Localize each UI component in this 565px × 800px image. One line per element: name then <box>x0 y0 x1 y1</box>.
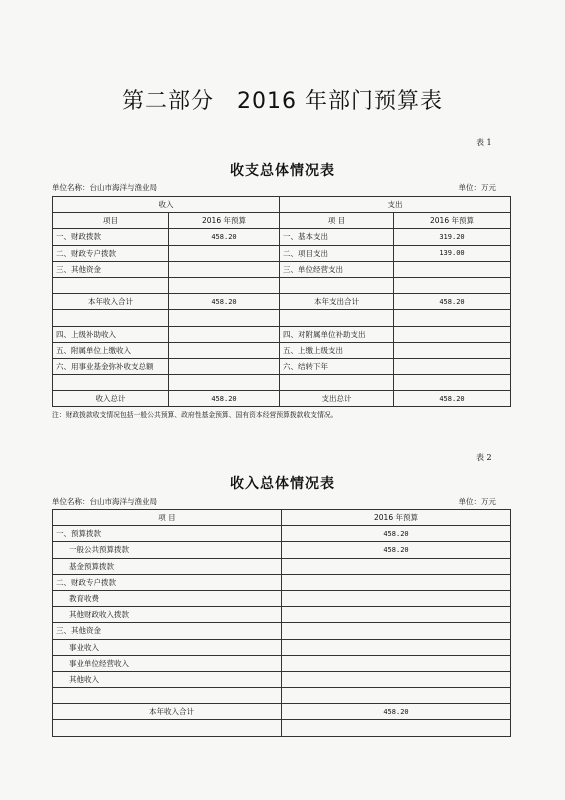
cell: 二、财政专户拨款 <box>53 574 282 590</box>
cell: 319.20 <box>394 229 511 245</box>
cell: 二、财政专户拨款 <box>53 245 169 261</box>
table1-unit: 单位：万元 <box>458 183 496 192</box>
cell: 一、预算拨款 <box>53 526 282 542</box>
cell <box>282 671 511 687</box>
cell: 458.20 <box>282 704 511 720</box>
cell: 458.20 <box>282 542 511 558</box>
page-title: 第二部分 2016 年部门预算表 <box>122 89 443 114</box>
table-row <box>53 623 511 639</box>
cell <box>394 375 511 391</box>
table-row <box>53 342 511 358</box>
cell: 三、单位经营支出 <box>280 261 394 277</box>
cell <box>169 358 280 374</box>
cell <box>169 277 280 293</box>
table-row <box>53 358 511 374</box>
cell <box>394 326 511 342</box>
table-row <box>53 671 511 687</box>
cell: 事业单位经营收入 <box>53 655 282 671</box>
table-row <box>53 542 511 558</box>
table1-header-row <box>53 213 511 229</box>
cell <box>282 590 511 606</box>
cell <box>280 277 394 293</box>
table2-meta <box>52 496 510 507</box>
table-row <box>53 261 511 277</box>
table2-unit: 单位：万元 <box>458 497 496 506</box>
cell: 458.20 <box>282 526 511 542</box>
cell: 六、结转下年 <box>280 358 394 374</box>
cell: 基金预算拨款 <box>53 558 282 574</box>
table-row <box>53 277 511 293</box>
cell <box>282 607 511 623</box>
cell <box>394 310 511 326</box>
cell: 本年支出合计 <box>280 294 394 310</box>
cell <box>53 375 169 391</box>
cell: 三、其他资金 <box>53 623 282 639</box>
col-header: 项目 <box>53 213 169 229</box>
cell <box>53 688 282 704</box>
cell <box>53 277 169 293</box>
cell: 四、对附属单位补助支出 <box>280 326 394 342</box>
cell: 事业收入 <box>53 639 282 655</box>
table-row <box>53 310 511 326</box>
table2-header-row <box>53 510 511 526</box>
table-row <box>53 574 511 590</box>
cell: 458.20 <box>169 391 280 407</box>
cell <box>394 358 511 374</box>
cell: 139.00 <box>394 245 511 261</box>
cell <box>282 688 511 704</box>
col-header: 2016 年预算 <box>282 510 511 526</box>
table-row <box>53 639 511 655</box>
income-expense-table <box>52 196 511 407</box>
table1-meta <box>52 182 510 193</box>
cell <box>169 326 280 342</box>
table-row <box>53 688 511 704</box>
group-income-header: 收入 <box>53 197 280 213</box>
table2-tag: 表 2 <box>476 453 492 462</box>
cell <box>169 310 280 326</box>
cell: 458.20 <box>394 391 511 407</box>
cell: 五、附属单位上缴收入 <box>53 342 169 358</box>
cell: 教育收费 <box>53 590 282 606</box>
cell: 支出总计 <box>280 391 394 407</box>
cell <box>394 261 511 277</box>
table-row <box>53 720 511 736</box>
cell: 一般公共预算拨款 <box>53 542 282 558</box>
col-header: 项 目 <box>280 213 394 229</box>
col-header: 项 目 <box>53 510 282 526</box>
cell: 一、基本支出 <box>280 229 394 245</box>
table-row <box>53 326 511 342</box>
table-row <box>53 526 511 542</box>
cell <box>169 342 280 358</box>
cell: 458.20 <box>394 294 511 310</box>
cell <box>282 720 511 736</box>
cell: 其他财政收入拨款 <box>53 607 282 623</box>
income-summary-table <box>52 509 511 737</box>
cell: 一、财政拨款 <box>53 229 169 245</box>
table1-title: 收支总体情况表 <box>230 163 335 179</box>
cell: 二、项目支出 <box>280 245 394 261</box>
group-expense-header: 支出 <box>280 197 511 213</box>
cell <box>282 655 511 671</box>
table2-title: 收入总体情况表 <box>230 476 335 492</box>
table1-note: 注：财政拨款收支情况包括一般公共预算、政府性基金预算、国有资本经营预算拨款收支情况。 <box>52 411 338 419</box>
table-row <box>53 391 511 407</box>
table1-unit-name: 单位名称：台山市海洋与渔业局 <box>52 183 157 192</box>
table2-unit-name: 单位名称：台山市海洋与渔业局 <box>52 497 157 506</box>
col-header: 2016 年预算 <box>394 213 511 229</box>
cell <box>394 342 511 358</box>
cell <box>282 623 511 639</box>
cell: 本年收入合计 <box>53 294 169 310</box>
table1-tag: 表 1 <box>476 138 492 147</box>
cell <box>280 375 394 391</box>
cell: 收入总计 <box>53 391 169 407</box>
cell: 六、用事业基金弥补收支总额 <box>53 358 169 374</box>
cell: 458.20 <box>169 229 280 245</box>
table-row <box>53 294 511 310</box>
cell: 四、上级补助收入 <box>53 326 169 342</box>
table-row <box>53 375 511 391</box>
cell: 其他收入 <box>53 671 282 687</box>
col-header: 2016 年预算 <box>169 213 280 229</box>
cell <box>169 261 280 277</box>
cell <box>282 558 511 574</box>
table-row <box>53 607 511 623</box>
table-row <box>53 655 511 671</box>
table-row <box>53 229 511 245</box>
table-row <box>53 558 511 574</box>
cell <box>169 245 280 261</box>
cell <box>280 310 394 326</box>
cell <box>394 277 511 293</box>
table-row <box>53 704 511 720</box>
cell: 五、上缴上级支出 <box>280 342 394 358</box>
cell <box>282 574 511 590</box>
table1-group-row <box>53 197 511 213</box>
cell: 458.20 <box>169 294 280 310</box>
table-row <box>53 590 511 606</box>
cell: 本年收入合计 <box>53 704 282 720</box>
cell <box>53 720 282 736</box>
cell <box>282 639 511 655</box>
cell: 三、其他资金 <box>53 261 169 277</box>
table-row <box>53 245 511 261</box>
cell <box>53 310 169 326</box>
cell <box>169 375 280 391</box>
